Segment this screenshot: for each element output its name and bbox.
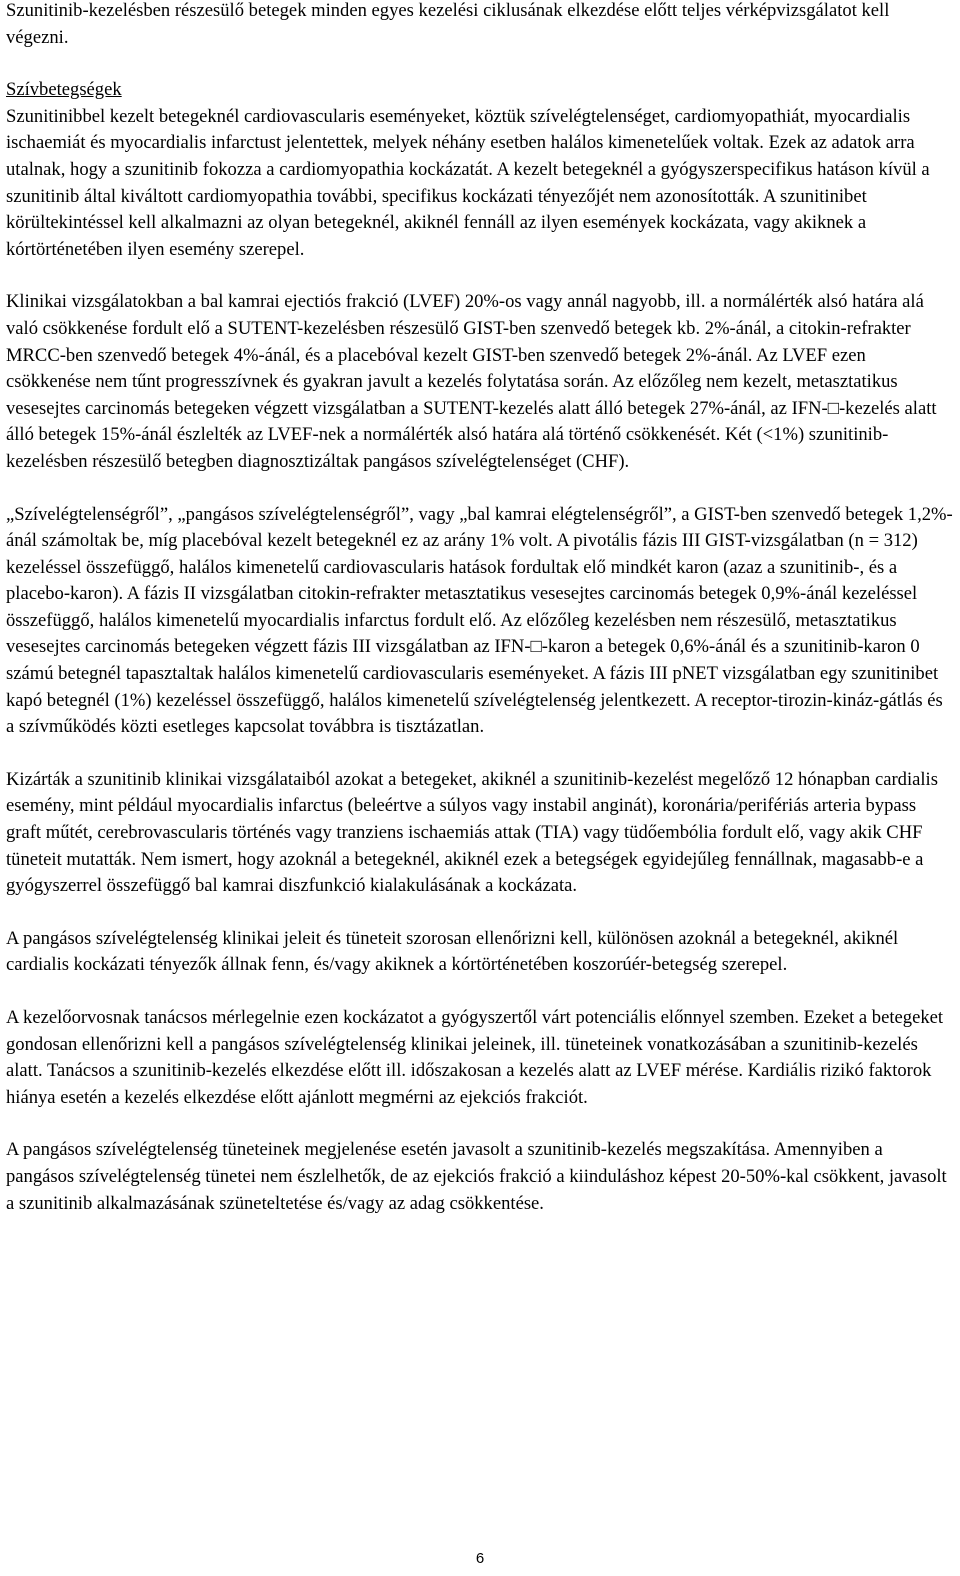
paragraph-spacer (6, 979, 954, 1005)
paragraph-spacer (6, 476, 954, 502)
section-heading: Szívbetegségek (6, 79, 122, 101)
body-paragraph-heart-failure: „Szívelégtelenségről”, „pangásos szívelégtelenségről”, vagy „bal kamrai elégtelenségről”, a GIST-ben szenvedő betegek 1,2%-ánál számoltak be, míg placebóval kezelt betegeknél ez az arány 1% volt. A pivotális fázis III GIST-vizsgálatban (n = 312) kezeléssel összefüggő, halálos kimenetelű cardiovascularis hatások fordultak elő mindkét karon (azaz a szunitinib-, és a placebo-karon). A fázis II vizsgálatban citokin-refrakter metasztatikus vesesejtes carcinomás betegek 0,9%-ánál kezeléssel összefüggő, halálos kimenetelű myocardialis infarctus fordult elő. Az előzőleg kezelésben nem részesülő, metasztatikus vesesejtes carcinomás betegeken végzett fázis III vizsgálatban az IFN-□-karon a betegek 0,6%-ánál és a szunitinib-karon 0 számú betegnél tapasztaltak halálos kimenetelű cardiovascularis eseményeket. A fázis III pNET vizsgálatban egy szunitinibet kapó betegnél (1%) kezeléssel összefüggő, halálos kimenetelű szívelégtelenség jelentkezett. A receptor-tirozin-kináz-gátlás és a szívműködés közti esetleges kapcsolat továbbra is tisztázatlan. (6, 503, 953, 738)
body-paragraph-lvef: Klinikai vizsgálatokban a bal kamrai ejectiós frakció (LVEF) 20%-os vagy annál nagyobb, ill. a normálérték alsó határa alá való csökkenése fordult elő a SUTENT-kezelésben részesülő GIST-ben szenvedő betegek kb. 2%-ánál, a citokin-refrakter MRCC-ben szenvedő betegek 4%-ánál, és a placebóval kezelt GIST-ben szenvedő betegek 2%-ánál. Az LVEF ezen csökkenése nem tűnt progresszívnek és gyakran javult a kezelés folytatása során. Az előzőleg nem kezelt, metasztatikus vesesejtes carcinomás betegeken végzett vizsgálatban a SUTENT-kezelés alatt álló betegek 27%-ánál, az IFN-□-kezelés alatt álló betegek 15%-ánál észlelték az LVEF-nek a normálérték alsó határa alá történő csökkenését. Két (<1%) szunitinib-kezelésben részesülő betegben diagnosztizáltak pangásos szívelégtelenséget (CHF). (6, 291, 937, 472)
paragraph-spacer (6, 263, 954, 289)
body-paragraph-interruption: A pangásos szívelégtelenség tüneteinek megjelenése esetén javasolt a szunitinib-kezelés megszakítása. Amennyiben a pangásos szívelégtelenség tünetei nem észlelhetők, de az ejekciós frakció a kiinduláshoz képest 20-50%-kal csökkent, javasolt a szunitinib alkalmazásának szüneteltetése és/vagy az adag csökkentése. (6, 1139, 947, 1214)
body-paragraph-risk-assessment: A kezelőorvosnak tanácsos mérlegelnie ezen kockázatot a gyógyszertől várt potenciális előnnyel szemben. Ezeket a betegeket gondosan ellenőrizni kell a pangásos szívelégtelenség klinikai jeleinek, ill. tüneteinek vonatkozásában a szunitinib-kezelés alatt. Tanácsos a szunitinib-kezelés elkezdése előtt ill. időszakosan a kezelés alatt az LVEF mérése. Kardiális rizikó faktorok hiánya esetén a kezelés elkezdése előtt ajánlott megmérni az ejekciós frakciót. (6, 1007, 944, 1108)
body-paragraph-cardiac-events: Szunitinibbel kezelt betegeknél cardiovascularis eseményeket, köztük szívelégtelenséget, cardiomyopathiát, myocardialis ischaemiát és myocardialis infarctust jelentettek, melyek néhány esetben halálos kimenetelűek voltak. Ezek az adatok arra utalnak, hogy a szunitinib fokozza a cardiomyopathia kockázatát. A kezelt betegeknél a gyógyszerspecifikus hatáson kívül a szunitinib által kiváltott cardiomyopathia további, specifikus kockázati tényezőjét nem azonosították. A szunitinibet körültekintéssel kell alkalmazni az olyan betegeknél, akiknél fennáll az ilyen események kockázata, vagy akiknek a kórtörténetében ilyen esemény szerepel. (6, 105, 930, 260)
body-paragraph-exclusion: Kizárták a szunitinib klinikai vizsgálataiból azokat a betegeket, akiknél a szunitinib-kezelést megelőző 12 hónapban cardialis esemény, mint például myocardialis infarctus (beleértve a súlyos vagy instabil anginát), koronária/perifériás arteria bypass graft műtét, cerebrovascularis történés vagy tranziens ischaemiás attak (TIA) vagy tüdőembólia fordult elő, vagy akik CHF tüneteit mutatták. Nem ismert, hogy azoknál a betegeknél, akiknél ezek a betegségek egyidejűleg fennállnak, magasabb-e a gyógyszerrel összefüggő bal kamrai diszfunkció kialakulásának a kockázata. (6, 768, 938, 897)
paragraph-spacer (6, 51, 954, 77)
paragraph-spacer (6, 741, 954, 767)
intro-paragraph: Szunitinib-kezelésben részesülő betegek minden egyes kezelési ciklusának elkezdése előtt teljes vérképvizsgálatot kell végezni. (6, 0, 890, 48)
paragraph-spacer (6, 1111, 954, 1137)
page-number: 6 (475, 1550, 485, 1567)
paragraph-spacer (6, 900, 954, 926)
body-paragraph-monitoring: A pangásos szívelégtelenség klinikai jeleit és tüneteit szorosan ellenőrizni kell, különösen azoknál a betegeknél, akiknél cardialis kockázati tényezők állnak fenn, és/vagy akiknek a kórtörténetében koszorúér-betegség szerepel. (6, 927, 899, 976)
